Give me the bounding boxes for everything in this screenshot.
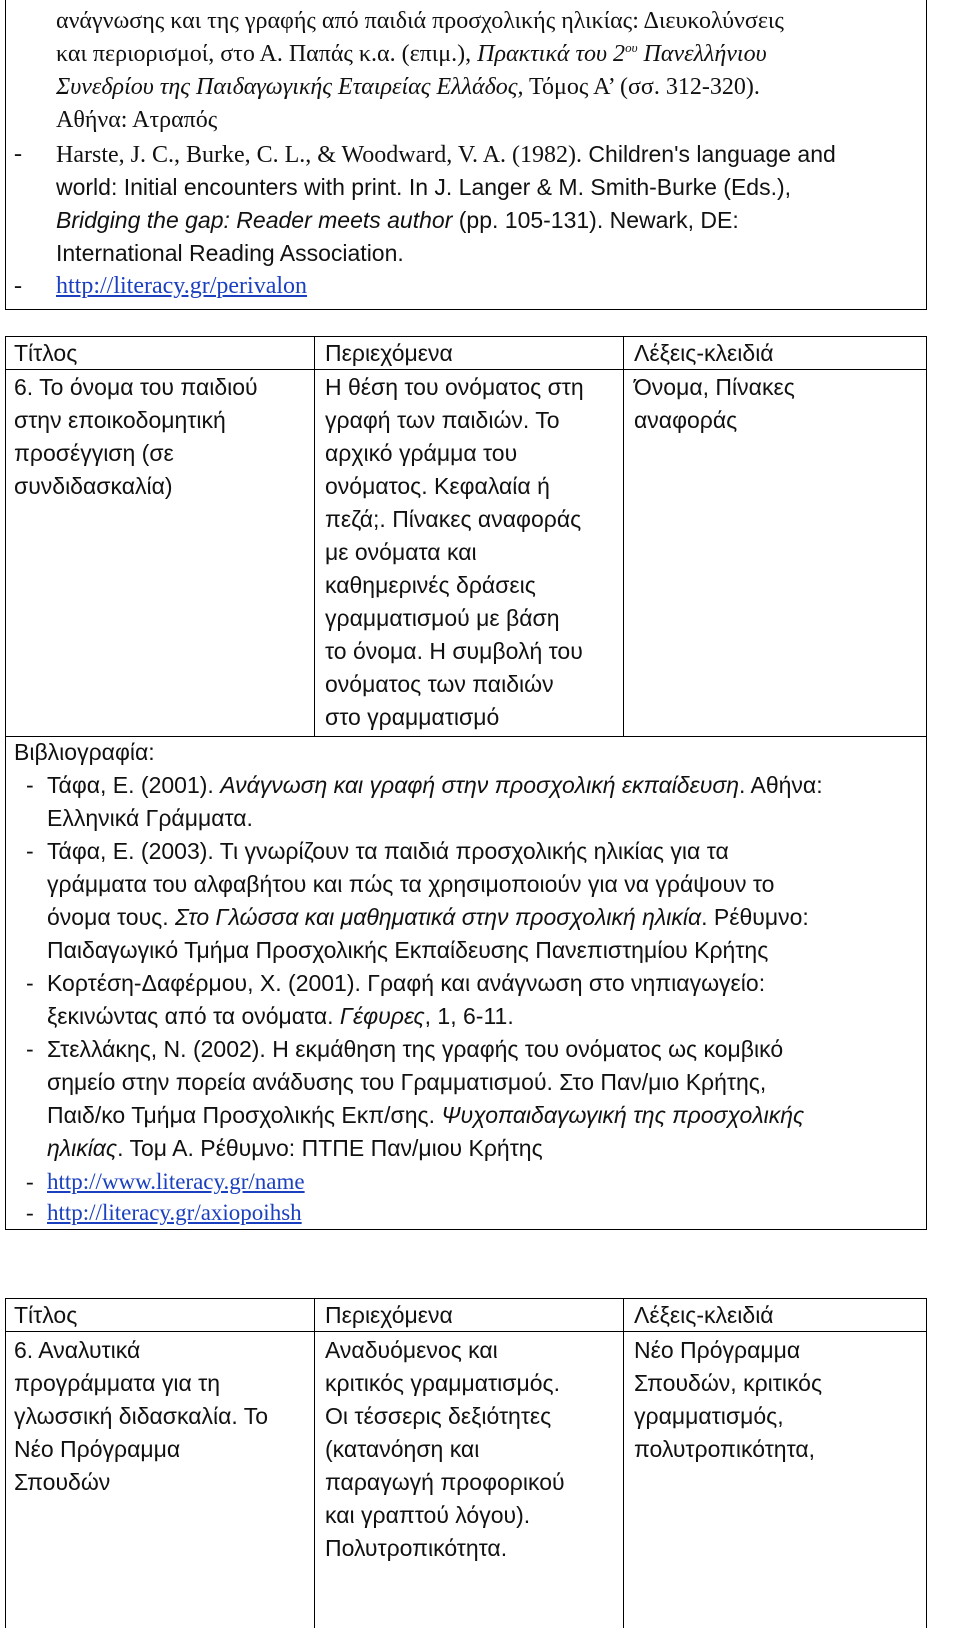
header-title: Τίτλος — [14, 340, 78, 366]
reference-line: world: Initial encounters with print. In J. Langer & M. Smith-Burke (Eds.), — [56, 174, 792, 200]
cell-line: γραμματισμός, — [634, 1403, 784, 1429]
cell-line: Οι τέσσερις δεξιότητες — [325, 1403, 552, 1429]
cell-line: Νέο Πρόγραμμα — [14, 1436, 181, 1462]
bib-entry-line: ξεκινώντας από τα ονόματα. Γέφυρες, 1, 6-11. — [47, 1003, 514, 1029]
cell-line: καθημερινές δράσεις — [325, 572, 536, 598]
link-axiopoihsh[interactable]: http://literacy.gr/axiopoihsh — [47, 1200, 302, 1225]
header-contents: Περιεχόμενα — [325, 340, 453, 366]
bib-entry-line: Παιδ/κο Τμήμα Προσχολικής Εκπ/σης. Ψυχοπαιδαγωγική της προσχολικής — [47, 1102, 805, 1128]
cell-line: Αναδυόμενος και — [325, 1337, 498, 1363]
list-dash: - — [26, 838, 34, 864]
cell-line: παραγωγή προφορικού — [325, 1469, 565, 1495]
bib-entry-line: σημείο στην πορεία ανάδυσης του Γραμματισμού. Στο Παν/μιο Κρήτης, — [47, 1069, 767, 1095]
cell-line: 6. Αναλυτικά — [14, 1337, 141, 1363]
cell-line: αναφοράς — [634, 407, 738, 433]
cell-line: γραμματισμού με βάση — [325, 605, 560, 631]
reference-harste: Harste, J. C., Burke, C. L., & Woodward, V. A. (1982). Children's language and — [56, 141, 836, 168]
cell-line: κριτικός γραμματισμός. — [325, 1370, 560, 1396]
cell-line: προγράμματα για τη — [14, 1370, 221, 1396]
cell-line: πεζά;. Πίνακες αναφοράς — [325, 506, 582, 532]
cell-line: Νέο Πρόγραμμα — [634, 1337, 801, 1363]
bib-entry-line: Παιδαγωγικό Τμήμα Προσχολικής Εκπαίδευσης Πανεπιστημίου Κρήτης — [47, 937, 769, 963]
cell-line: αρχικό γράμμα του — [325, 440, 518, 466]
cell-line: και γραπτού λόγου). — [325, 1502, 531, 1528]
reference-line: Συνεδρίου της Παιδαγωγικής Εταιρείας Ελλάδος, Τόμος Α’ (σσ. 312-320). — [56, 74, 760, 100]
reference-line: ανάγνωσης και της γραφής από παιδιά προσχολικής ηλικίας: Διευκολύνσεις — [56, 8, 784, 34]
link-perivalon[interactable]: http://literacy.gr/perivalon — [56, 273, 308, 299]
bib-entry-tafa-2001: Τάφα, Ε. (2001). Ανάγνωση και γραφή στην προσχολική εκπαίδευση. Αθήνα: — [47, 772, 823, 798]
bib-entry-kortesi: Κορτέση-Δαφέρμου, Χ. (2001). Γραφή και ανάγνωση στο νηπιαγωγείο: — [47, 970, 766, 996]
bib-entry-line: γράμματα του αλφαβήτου και πώς τα χρησιμοποιούν για να γράψουν το — [47, 871, 775, 897]
header-keywords: Λέξεις-κλειδιά — [634, 1302, 774, 1328]
cell-line: Σπουδών, κριτικός — [634, 1370, 823, 1396]
link-name[interactable]: http://www.literacy.gr/name — [47, 1169, 305, 1194]
reference-line: Αθήνα: Ατραπός — [56, 107, 218, 133]
cell-line: ονόματος των παιδιών — [325, 671, 554, 697]
cell-line: συνδιδασκαλία) — [14, 473, 173, 499]
bib-entry-tafa-2003: Τάφα, Ε. (2003). Τι γνωρίζουν τα παιδιά προσχολικής ηλικίας για τα — [47, 838, 729, 864]
reference-line: International Reading Association. — [56, 240, 404, 266]
cell-line: προσέγγιση (σε — [14, 440, 174, 466]
table-divider — [314, 1298, 315, 1628]
list-dash: - — [26, 772, 34, 798]
list-dash: - — [14, 273, 22, 299]
cell-line: το όνομα. Η συμβολή του — [325, 638, 583, 664]
header-keywords: Λέξεις-κλειδιά — [634, 340, 774, 366]
cell-line: (κατανόηση και — [325, 1436, 480, 1462]
table-divider — [623, 336, 624, 736]
header-contents: Περιεχόμενα — [325, 1302, 453, 1328]
cell-line: Η θέση του ονόματος στη — [325, 374, 584, 400]
header-title: Τίτλος — [14, 1302, 78, 1328]
cell-line: πολυτροπικότητα, — [634, 1436, 816, 1462]
cell-line: γλωσσική διδασκαλία. Το — [14, 1403, 269, 1429]
bib-entry-line: Ελληνικά Γράμματα. — [47, 805, 253, 831]
bib-entry-stellakis: Στελλάκης, Ν. (2002). Η εκμάθηση της γραφής του ονόματος ως κομβικό — [47, 1036, 784, 1062]
cell-line: στην εποικοδομητική — [14, 407, 226, 433]
cell-line: ονόματος. Κεφαλαία ή — [325, 473, 550, 499]
list-dash: - — [26, 1169, 34, 1194]
list-dash: - — [26, 1200, 34, 1225]
cell-line: Σπουδών — [14, 1469, 111, 1495]
list-dash: - — [14, 141, 22, 167]
cell-line: στο γραμματισμό — [325, 704, 500, 730]
bibliography-label: Βιβλιογραφία: — [14, 739, 155, 765]
cell-line: 6. Το όνομα του παιδιού — [14, 374, 258, 400]
bib-entry-line: όνομα τους. Στο Γλώσσα και μαθηματικά στην προσχολική ηλικία. Ρέθυμνο: — [47, 904, 809, 930]
cell-line: γραφή των παιδιών. Το — [325, 407, 560, 433]
table-divider — [314, 336, 315, 736]
cell-line: με ονόματα και — [325, 539, 477, 565]
reference-line: και περιορισμοί, στο Α. Παπάς κ.α. (επιμ.), Πρακτικά του $2^{o\upsilon}$ Πανελλήνιου — [56, 40, 767, 67]
table-divider — [623, 1298, 624, 1628]
bib-entry-line: ηλικίας. Τομ Α. Ρέθυμνο: ΠΤΠΕ Παν/μιου Κρήτης — [47, 1135, 543, 1161]
list-dash: - — [26, 1036, 34, 1062]
list-dash: - — [26, 970, 34, 996]
cell-line: Πολυτροπικότητα. — [325, 1535, 508, 1561]
reference-line: Bridging the gap: Reader meets author (pp. 105-131). Newark, DE: — [56, 207, 739, 233]
table-divider — [5, 1331, 927, 1332]
cell-line: Όνομα, Πίνακες — [634, 374, 795, 400]
